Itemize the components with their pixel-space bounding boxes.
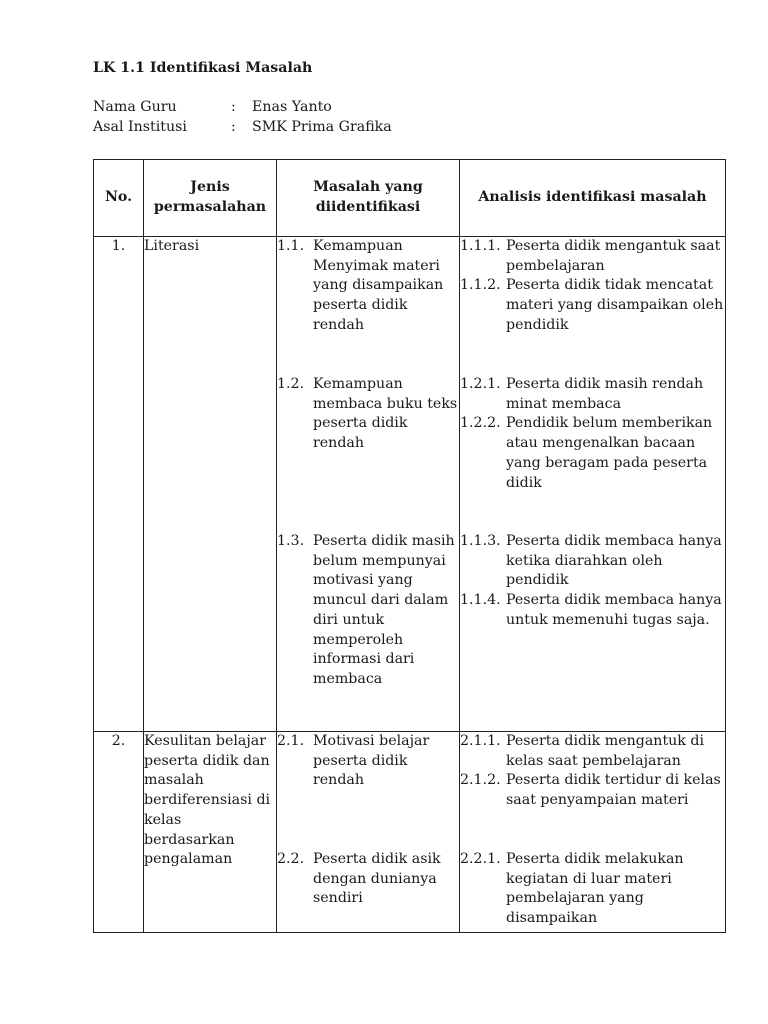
item-text: Peserta didik masih rendah minat membaca — [506, 376, 704, 412]
problem-item — [277, 532, 459, 690]
item-text: Motivasi belajar peserta didik rendah — [313, 733, 430, 789]
problem-item — [277, 850, 459, 909]
problem-type: Kesulitan belajar peserta didik dan masalah berdiferensiasi di kelas berdasarkan pengalaman — [144, 732, 277, 933]
item-number: 2.2. — [277, 851, 305, 867]
item-number: 2.1. — [277, 733, 305, 749]
item-number: 2.2.1. — [460, 851, 501, 867]
analysis-item — [460, 732, 725, 771]
item-number: 1.1.4. — [460, 592, 501, 609]
header-jenis-permasalahan: Jenis permasalahan — [144, 160, 277, 237]
header-analisis: Analisis identifikasi masalah — [460, 160, 726, 237]
item-text: Peserta didik mengantuk saat pembelajaran — [506, 238, 721, 274]
item-number: 1.2.2. — [460, 415, 501, 432]
analysis-item — [460, 414, 725, 493]
analysis-item — [460, 276, 725, 335]
item-number: 1.2. — [277, 376, 305, 392]
analysis-group — [460, 732, 725, 850]
table-row — [94, 732, 726, 933]
item-number: 1.1.1. — [460, 238, 501, 254]
item-number: 2.1.1. — [460, 733, 501, 749]
item-text: Peserta didik masih belum mempunyai motivasi yang muncul dari dalam diri untuk memperoleh informasi dari membaca — [313, 533, 455, 687]
page-title: LK 1.1 Identifikasi Masalah — [93, 60, 313, 76]
analysis-group — [460, 375, 725, 532]
meta-value: Enas Yanto — [252, 99, 332, 115]
analysis-item — [460, 771, 725, 810]
item-number: 2.1.2. — [460, 772, 501, 789]
meta-separator: : — [231, 118, 236, 135]
problem-type: Literasi — [144, 237, 277, 732]
table-row — [94, 237, 726, 732]
item-text: Pendidik belum memberikan atau mengenalkan bacaan yang beragam pada peserta didik — [506, 415, 713, 491]
meta-value: SMK Prima Grafika — [252, 118, 392, 135]
row-number: 1. — [94, 237, 144, 732]
analysis-item — [460, 237, 725, 276]
problem-item — [277, 732, 459, 850]
problem-list — [277, 732, 460, 933]
analysis-group — [460, 237, 725, 375]
problem-item — [277, 375, 459, 532]
analysis-item — [460, 375, 725, 414]
analysis-group — [460, 850, 725, 929]
meta-row-teacher-name — [93, 98, 392, 118]
meta-label: Asal Institusi — [93, 118, 187, 135]
table-header-row — [94, 160, 726, 237]
header-masalah-diidentifikasi: Masalah yang diidentifikasi — [277, 160, 460, 237]
row-number: 2. — [94, 732, 144, 933]
item-text: Peserta didik melakukan kegiatan di luar materi pembelajaran yang disampaikan — [506, 851, 684, 927]
teacher-info — [93, 98, 392, 137]
meta-label: Nama Guru — [93, 99, 177, 115]
item-text: Kemampuan Menyimak materi yang disampaikan peserta didik rendah — [313, 238, 444, 333]
problem-item — [277, 237, 459, 375]
analysis-list — [460, 237, 726, 732]
analysis-item — [460, 850, 725, 929]
meta-row-institution — [93, 118, 392, 138]
item-number: 1.1. — [277, 238, 305, 254]
item-number: 1.1.3. — [460, 533, 501, 549]
item-text: Peserta didik asik dengan dunianya sendiri — [313, 851, 441, 907]
analysis-item — [460, 532, 725, 591]
meta-separator: : — [231, 99, 236, 115]
item-text: Kemampuan membaca buku teks peserta didik rendah — [313, 376, 458, 452]
item-number: 1.2.1. — [460, 376, 501, 392]
item-text: Peserta didik membaca hanya ketika diarahkan oleh pendidik — [506, 533, 722, 589]
header-no: No. — [94, 160, 144, 237]
problem-identification-table — [93, 159, 726, 933]
item-number: 1.3. — [277, 533, 305, 549]
analysis-item — [460, 591, 725, 630]
item-number: 1.1.2. — [460, 277, 501, 294]
analysis-group — [460, 532, 725, 631]
item-text: Peserta didik tertidur di kelas saat penyampaian materi — [506, 772, 721, 809]
item-text: Peserta didik membaca hanya untuk memenuhi tugas saja. — [506, 592, 722, 628]
item-text: Peserta didik mengantuk di kelas saat pembelajaran — [506, 733, 705, 769]
item-text: Peserta didik tidak mencatat materi yang disampaikan oleh pendidik — [506, 277, 724, 333]
problem-list — [277, 237, 460, 732]
analysis-list — [460, 732, 726, 933]
